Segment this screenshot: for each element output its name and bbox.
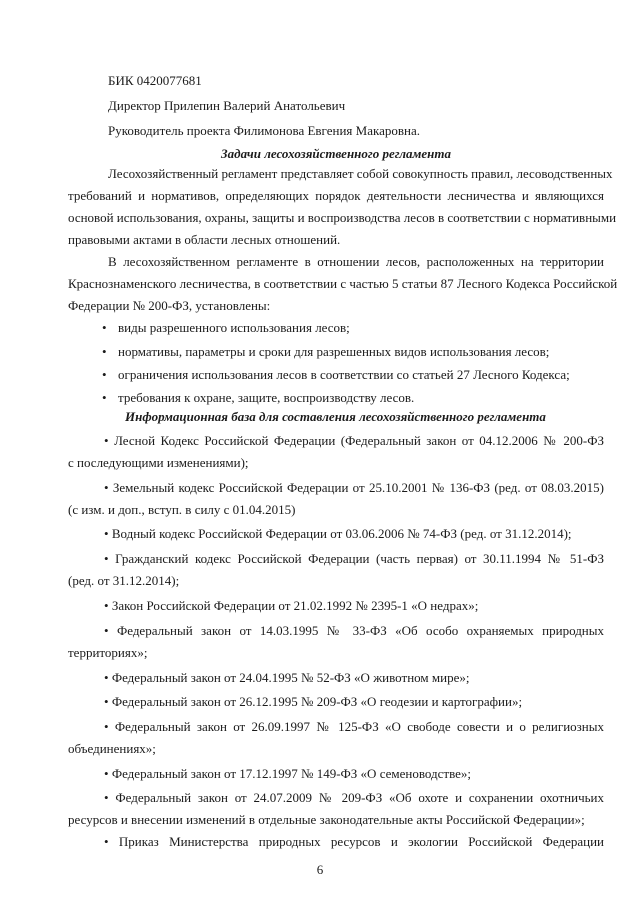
director-line: Директор Прилепин Валерий Анатольевич: [108, 98, 346, 113]
list-item: • ограничения использования лесов в соответствии со статьей 27 Лесного Кодекса;: [102, 367, 570, 382]
para1-line-2: требований и нормативов, определяющих порядок деятельности лесничества и являющихся: [68, 188, 604, 203]
info-item-3: • Водный кодекс Российской Федерации от 03.06.2006 № 74-ФЗ (ред. от 31.12.2014);: [104, 526, 572, 541]
bullet-icon: •: [102, 367, 107, 382]
project-lead-line: Руководитель проекта Филимонова Евгения Макаровна.: [108, 123, 420, 138]
info-item-11-line-2: ресурсов и внесении изменений в отдельные законодательные акты Российской Федерации»;: [68, 812, 585, 827]
page-number: 6: [316, 862, 324, 877]
bullet-icon: •: [102, 390, 107, 405]
bullet-icon: •: [104, 766, 109, 781]
info-item-1-line-1: • Лесной Кодекс Российской Федерации (Федеральный закон от 04.12.2006 № 200-ФЗ: [104, 433, 605, 448]
bullet-icon: •: [104, 623, 109, 638]
bullet-icon: •: [102, 344, 107, 359]
info-item-2-line-1: • Земельный кодекс Российской Федерации от 25.10.2001 № 136-ФЗ (ред. от 08.03.2015): [104, 480, 605, 495]
para1-line-1: Лесохозяйственный регламент представляет собой совокупность правил, лесоводственных: [108, 166, 613, 181]
info-item-12: • Приказ Министерства природных ресурсов и экологии Российской Федерации: [104, 834, 605, 849]
list-item: • нормативы, параметры и сроки для разрешенных видов использования лесов;: [102, 344, 550, 359]
list-item: • виды разрешенного использования лесов;: [102, 320, 350, 335]
info-item-2-line-2: (с изм. и доп., вступ. в силу с 01.04.2015): [68, 502, 296, 517]
bullet-icon: •: [104, 598, 109, 613]
info-item-1-line-2: с последующими изменениями);: [68, 455, 249, 470]
para2-line-3: Федерации № 200-ФЗ, установлены:: [68, 298, 271, 313]
bullet-icon: •: [104, 480, 109, 495]
info-item-4-line-1: • Гражданский кодекс Российской Федерации (часть первая) от 30.11.1994 № 51-ФЗ: [104, 551, 604, 566]
info-base-heading: Информационная база для составления лесохозяйственного регламента: [125, 409, 546, 424]
info-item-11-line-1: • Федеральный закон от 24.07.2009 № 209-ФЗ «Об охоте и сохранении охотничьих: [104, 790, 605, 805]
para2-line-2: Краснознаменского лесничества, в соответствии с частью 5 статьи 87 Лесного Кодекса Российской: [68, 276, 618, 291]
info-item-9-line-2: объединениях»;: [68, 741, 156, 756]
para1-line-3: основой использования, охраны, защиты и воспроизводства лесов в соответствии с нормативными: [68, 210, 617, 225]
info-item-6-line-2: территориях»;: [68, 645, 148, 660]
bullet-icon: •: [104, 790, 109, 805]
para1-line-4: правовыми актами в области лесных отношений.: [68, 232, 341, 247]
bullet-icon: •: [104, 694, 109, 709]
info-item-6-line-1: • Федеральный закон от 14.03.1995 № 33-ФЗ «Об особо охраняемых природных: [104, 623, 604, 638]
info-item-5: • Закон Российской Федерации от 21.02.1992 № 2395-1 «О недрах»;: [104, 598, 479, 613]
bullet-icon: •: [104, 719, 109, 734]
info-item-7: • Федеральный закон от 24.04.1995 № 52-ФЗ «О животном мире»;: [104, 670, 470, 685]
info-item-4-line-2: (ред. от 31.12.2014);: [68, 573, 180, 588]
bullet-icon: •: [102, 320, 107, 335]
info-item-9-line-1: • Федеральный закон от 26.09.1997 № 125-ФЗ «О свободе совести и о религиозных: [104, 719, 605, 734]
list-item: • требования к охране, защите, воспроизводству лесов.: [102, 390, 415, 405]
tasks-heading: Задачи лесохозяйственного регламента: [221, 146, 452, 161]
para2-line-1: В лесохозяйственном регламенте в отношении лесов, расположенных на территории: [108, 254, 604, 269]
bullet-icon: •: [104, 433, 109, 448]
bik-line: БИК 0420077681: [108, 73, 202, 88]
bullet-icon: •: [104, 670, 109, 685]
info-item-8: • Федеральный закон от 26.12.1995 № 209-ФЗ «О геодезии и картографии»;: [104, 694, 523, 709]
bullet-icon: •: [104, 551, 109, 566]
bullet-icon: •: [104, 526, 109, 541]
bullet-icon: •: [104, 834, 109, 849]
info-item-10: • Федеральный закон от 17.12.1997 № 149-ФЗ «О семеноводстве»;: [104, 766, 472, 781]
